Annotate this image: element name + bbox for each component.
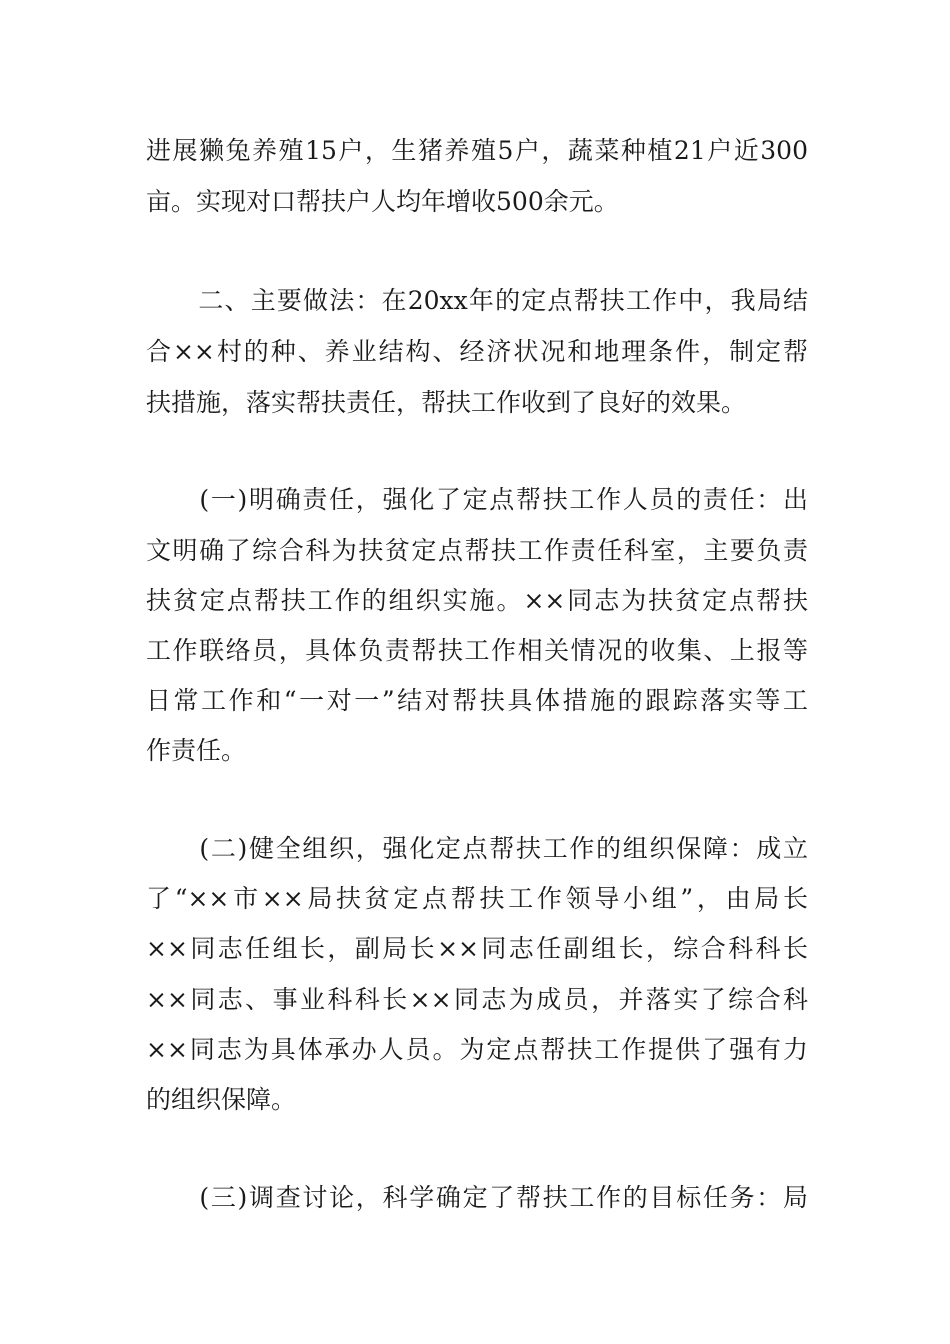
paragraph-2-line-1: 二、主要做法：在20xx年的定点帮扶工作中，我局结	[146, 286, 808, 315]
paragraph-1-line-2: 亩。实现对口帮扶户人均年增收500余元。	[146, 187, 619, 216]
paragraph-2-line-3: 扶措施，落实帮扶责任，帮扶工作收到了良好的效果。	[146, 388, 747, 417]
paragraph-3-line-3: 扶贫定点帮扶工作的组织实施。××同志为扶贫定点帮扶	[146, 586, 808, 615]
paragraph-3-line-2: 文明确了综合科为扶贫定点帮扶工作责任科室，主要负责	[146, 536, 808, 565]
paragraph-4-line-1: (二)健全组织，强化定点帮扶工作的组织保障：成立	[146, 834, 808, 863]
paragraph-1-line-1: 进展獭兔养殖15户，生猪养殖5户，蔬菜种植21户近300	[146, 136, 808, 165]
paragraph-3-line-4: 工作联络员，具体负责帮扶工作相关情况的收集、上报等	[146, 636, 808, 665]
paragraph-4-line-3: ××同志任组长，副局长××同志任副组长，综合科科长	[146, 934, 808, 963]
paragraph-2-line-2: 合××村的种、养业结构、经济状况和地理条件，制定帮	[146, 337, 808, 366]
paragraph-3-line-1: (一)明确责任，强化了定点帮扶工作人员的责任：出	[146, 485, 808, 514]
paragraph-4-line-5: ××同志为具体承办人员。为定点帮扶工作提供了强有力	[146, 1035, 808, 1064]
paragraph-4-line-6: 的组织保障。	[146, 1085, 297, 1114]
paragraph-4-line-2: 了“××市××局扶贫定点帮扶工作领导小组”，由局长	[146, 884, 808, 913]
paragraph-3-line-5: 日常工作和“一对一”结对帮扶具体措施的跟踪落实等工	[146, 686, 808, 715]
paragraph-5-line-1: (三)调查讨论，科学确定了帮扶工作的目标任务：局	[146, 1183, 808, 1212]
paragraph-4-line-4: ××同志、事业科科长××同志为成员，并落实了综合科	[146, 985, 808, 1014]
paragraph-3-line-6: 作责任。	[146, 736, 247, 765]
